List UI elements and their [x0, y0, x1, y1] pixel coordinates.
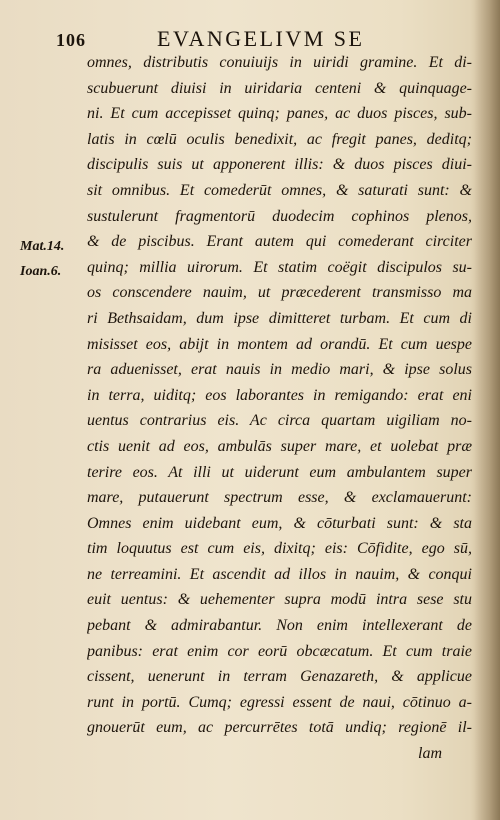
body-text-block: [87, 50, 472, 767]
text-line: quinq; millia uirorum. Et statim coëgit discipulos su-: [87, 258, 472, 276]
page-number: 106: [56, 30, 86, 50]
text-line: misisset eos, abijt in montem ad orandū. Et cum uespe: [87, 335, 472, 353]
text-line: ra aduenisset, erat nauis in medio mari, & ipse solus: [87, 361, 472, 379]
text-line: ri Bethsaidam, dum ipse dimitteret turbam. Et cum di: [87, 309, 472, 327]
text-line: scubuerunt diuisi in uiridaria centeni & quinquage-: [87, 79, 472, 97]
text-line: omnes, distributis conuiuijs in uiridi gramine. Et di-: [87, 54, 472, 71]
text-line: & de piscibus. Erant autem qui comederant circiter: [87, 233, 472, 251]
text-line: cissent, uenerunt in terram Genazareth, & applicue: [87, 668, 472, 686]
margin-note-matthew: Mat.14.: [20, 239, 65, 254]
text-line: euit uentus: & uehementer supra modū intra sese stu: [87, 591, 472, 609]
catchword: lam: [418, 745, 442, 763]
text-line: ne terreamini. Et ascendit ad illos in nauim, & conqui: [87, 565, 472, 583]
text-line: os conscendere nauim, ut præcederent transmisso ma: [87, 284, 472, 302]
text-line: uentus contrarius eis. Ac circa quartam uigiliam no-: [87, 412, 472, 430]
text-line: pebant & admirabantur. Non enim intellexerant de: [87, 617, 472, 635]
running-head-title: EVANGELIVM SE: [157, 26, 365, 51]
text-line: ctis uenit ad eos, ambulās super mare, et uolebat præ: [87, 437, 472, 455]
text-line: gnouerūt eum, ac percurrētes totā undiq; regionē il-: [87, 719, 472, 737]
text-line: terire eos. At illi ut uiderunt eum ambulantem super: [87, 463, 472, 481]
text-line: tim loquutus est cum eis, dixitq; eis: Cōfidite, ego sū,: [87, 540, 472, 558]
text-line: Omnes enim uidebant eum, & cōturbati sunt: & sta: [87, 514, 472, 532]
text-line: sit omnibus. Et comederūt omnes, & saturati sunt: &: [87, 181, 472, 199]
text-line: mare, putauerunt spectrum esse, & exclamauerunt:: [87, 489, 472, 507]
text-line: in terra, uiditq; eos laborantes in remigando: erat eni: [87, 386, 472, 404]
text-line: ni. Et cum accepisset quinq; panes, ac duos pisces, sub-: [87, 105, 472, 123]
text-line: sustulerunt fragmentorū duodecim cophinos plenos,: [87, 207, 472, 225]
text-line: panibus: erat enim cor eorū obcæcatum. Et cum traie: [87, 642, 472, 660]
text-line: runt in portū. Cumq; egressi essent de naui, cōtinuo a-: [87, 693, 472, 711]
text-line: latis in cœlū oculis benedixit, ac fregit panes, deditq;: [87, 130, 472, 148]
page-gutter-shadow: [474, 0, 500, 820]
margin-note-john: Ioan.6.: [20, 264, 62, 279]
text-line: discipulis suis ut apponerent illis: & duos pisces diui-: [87, 156, 472, 174]
